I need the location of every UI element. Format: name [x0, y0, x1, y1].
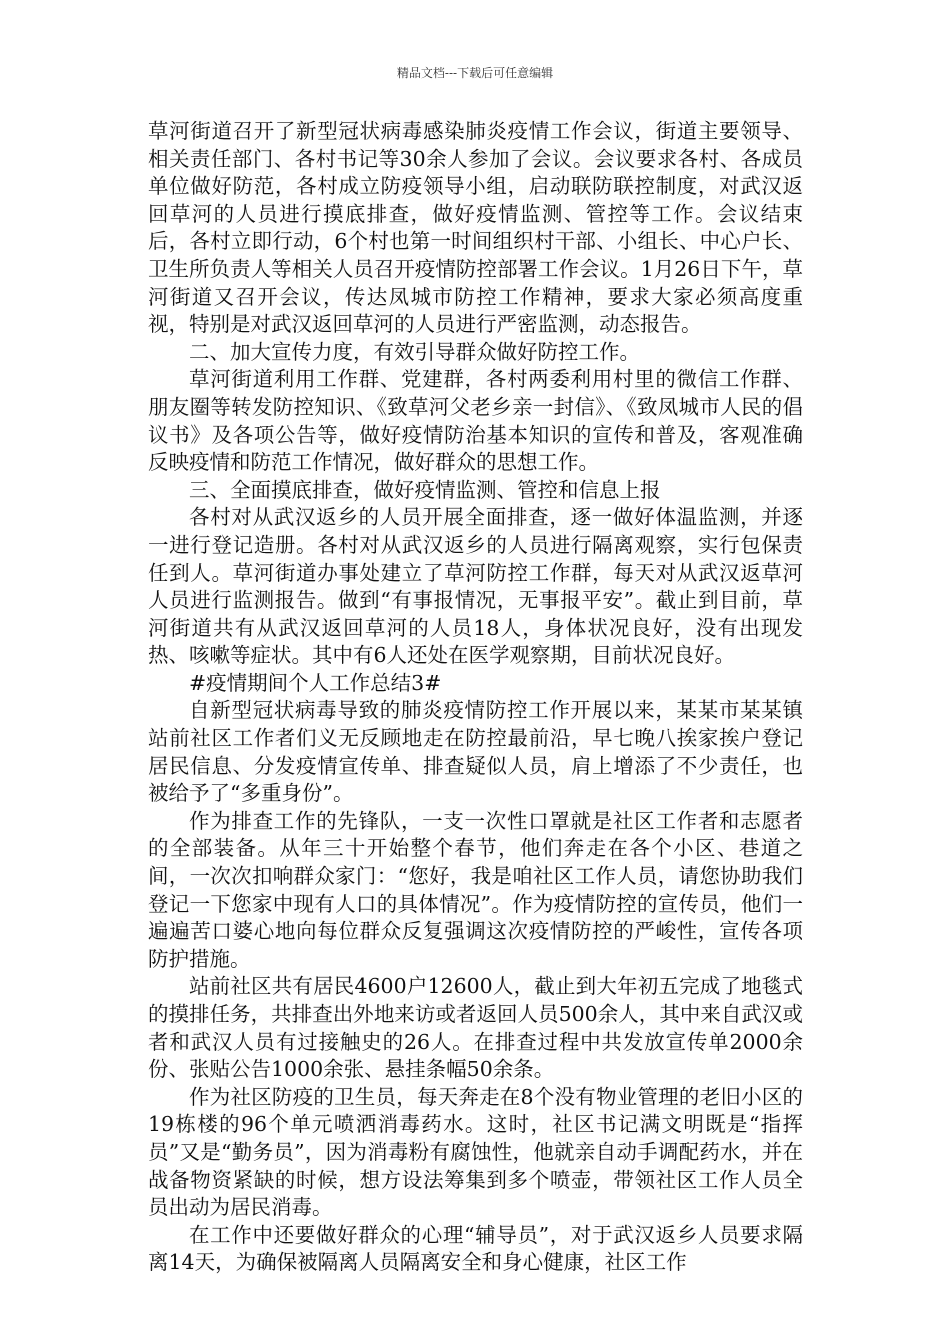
paragraph-intro: 自新型冠状病毒导致的肺炎疫情防控工作开展以来，某某市某某镇站前社区工作者们义无反顾地走在防控最前沿，早七晚八挨家挨户登记居民信息、分发疫情宣传单、排查疑似人员，肩上增添了不少责任，也被给予了“多重身份”。 — [148, 698, 803, 806]
paragraph-publicity: 草河街道利用工作群、党建群，各村两委利用村里的微信工作群、朋友圈等转发防控知识、《致草河父老乡亲一封信》、《致凤城市人民的倡议书》及各项公告等，做好疫情防治基本知识的宣传和普及，客观准确反映疫情和防范工作情况，做好群众的思想工作。 — [148, 367, 803, 475]
section-title: #疫情期间个人工作总结3# — [189, 670, 442, 695]
heading-screening: 三、全面摸底排查，做好疫情监测、管控和信息上报 — [189, 477, 661, 502]
document-body — [148, 118, 803, 1277]
paragraph-disinfection: 作为社区防疫的卫生员，每天奔走在8个没有物业管理的老旧小区的19栋楼的96个单元喷洒消毒药水。这时，社区书记满文明既是“指挥员”又是“勤务员”，因为消毒粉有腐蚀性，他就亲自动手调配药水，并在战备物资紧缺的时候，想方设法筹集到多个喷壶，带领社区工作人员全员出动为居民消毒。 — [148, 1084, 803, 1220]
paragraph-vanguard: 作为排查工作的先锋队，一支一次性口罩就是社区工作者和志愿者的全部装备。从年三十开始整个春节，他们奔走在各个小区、巷道之间，一次次扣响群众家门：“您好，我是咱社区工作人员，请您协助我们登记一下您家中现有人口的具体情况”。作为疫情防控的宣传员，他们一遍遍苦口婆心地向每位群众反复强调这次疫情防控的严峻性，宣传各项防护措施。 — [148, 808, 803, 971]
paragraph-meeting: 草河街道召开了新型冠状病毒感染肺炎疫情工作会议，街道主要领导、相关责任部门、各村书记等30余人参加了会议。会议要求各村、各成员单位做好防范，各村成立防疫领导小组，启动联防联控制度，对武汉返回草河的人员进行摸底排查，做好疫情监测、管控等工作。会议结束后，各村立即行动，6个村也第一时间组织村干部、小组长、中心户长、卫生所负责人等相关人员召开疫情防控部署工作会议。1月26日下午，草河街道又召开会议，传达凤城市防控工作精神，要求大家必须高度重视，特别是对武汉返回草河的人员进行严密监测，动态报告。 — [148, 119, 803, 337]
paragraph-screening: 各村对从武汉返乡的人员开展全面排查，逐一做好体温监测，并逐一进行登记造册。各村对从武汉返乡的人员进行隔离观察，实行包保责任到人。草河街道办事处建立了草河防控工作群，每天对从武汉返草河人员进行监测报告。做到“有事报情况，无事报平安”。截止到目前，草河街道共有从武汉返回草河的人员18人，身体状况良好，没有出现发热、咳嗽等症状。其中有6人还处在医学观察期，目前状况良好。 — [148, 505, 803, 668]
paragraph-counselor: 在工作中还要做好群众的心理“辅导员”，对于武汉返乡人员要求隔离14天，为确保被隔离人员隔离安全和身心健康，社区工作 — [148, 1222, 803, 1275]
paragraph-statistics: 站前社区共有居民4600户12600人，截止到大年初五完成了地毯式的摸排任务，共排查出外地来访或者返回人员500余人，其中来自武汉或者和武汉人员有过接触史的26人。在排查过程中共发放宣传单2000余份、张贴公告1000余张、悬挂条幅50余条。 — [148, 974, 803, 1082]
page-header: 精品文档---下载后可任意编辑 — [396, 66, 554, 80]
heading-publicity: 二、加大宣传力度，有效引导群众做好防控工作。 — [189, 339, 640, 364]
